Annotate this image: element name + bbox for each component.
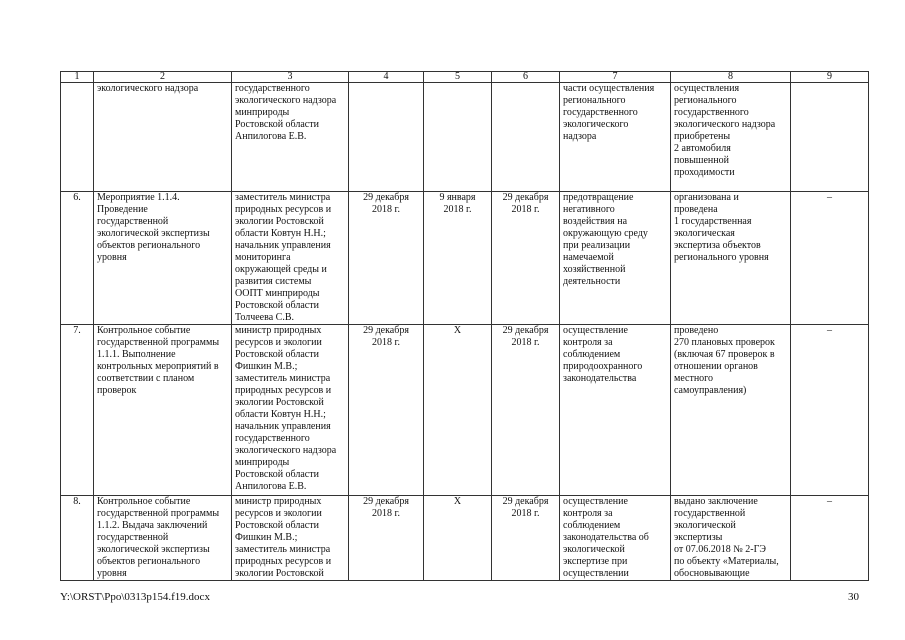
problems: – — [791, 496, 869, 581]
planned-date: 29 декабря 2018 г. — [349, 496, 424, 581]
responsible-person: заместитель министра природных ресурсов и экологии Ростовской области Ковтун Н.Н.; начальник управления мониторинга окружающей среды и развития системы ООПТ минприроды Ростовской области Толчеева С.В. — [232, 192, 349, 325]
row-number: 6. — [61, 192, 94, 325]
planned-date: 29 декабря 2018 г. — [349, 192, 424, 325]
row-number: 8. — [61, 496, 94, 581]
responsible-person: министр природных ресурсов и экологии Ростовской области Фишкин М.В.; заместитель министра природных ресурсов и экологии Ростовской области Ковтун Н.Н.; начальник управления государственного экологического надзора минприроды Ростовской области Анпилогова Е.В. — [232, 325, 349, 496]
event-name: Контрольное событие государственной программы 1.1.2. Выдача заключений государственной экологической экспертизы объектов регионального уровня — [94, 496, 232, 581]
problems — [791, 83, 869, 192]
actual-results: организована и проведена 1 государственная экологическая экспертиза объектов регионального уровня — [671, 192, 791, 325]
planned-results: предотвращение негативного воздействия на окружающую среду при реализации намечаемой хозяйственной деятельности — [560, 192, 671, 325]
col-number-1: 1 — [61, 72, 94, 83]
planned-results: осуществление контроля за соблюдением законодательства об экологической экспертизе при осуществлении — [560, 496, 671, 581]
responsible-person: министр природных ресурсов и экологии Ростовской области Фишкин М.В.; заместитель министра природных ресурсов и экологии Ростовской — [232, 496, 349, 581]
event-name: Контрольное событие государственной программы 1.1.1. Выполнение контрольных мероприятий в соответствии с планом проверок — [94, 325, 232, 496]
col-number-3: 3 — [232, 72, 349, 83]
table-row — [61, 192, 869, 325]
actual-start-date: X — [424, 496, 492, 581]
table-row — [61, 496, 869, 581]
col-number-2: 2 — [94, 72, 232, 83]
problems: – — [791, 325, 869, 496]
col-number-9: 9 — [791, 72, 869, 83]
actual-end-date: 29 декабря 2018 г. — [492, 496, 560, 581]
table-row — [61, 325, 869, 496]
responsible-person: государственного экологического надзора минприроды Ростовской области Анпилогова Е.В. — [232, 83, 349, 192]
footer-file-path: Y:\ORST\Ppo\0313p154.f19.docx — [60, 591, 210, 603]
table-row — [61, 83, 869, 192]
planned-date: 29 декабря 2018 г. — [349, 325, 424, 496]
event-name: экологического надзора — [94, 83, 232, 192]
report-table — [60, 71, 869, 581]
problems: – — [791, 192, 869, 325]
planned-date — [349, 83, 424, 192]
col-number-4: 4 — [349, 72, 424, 83]
col-number-6: 6 — [492, 72, 560, 83]
row-number — [61, 83, 94, 192]
actual-results: выдано заключение государственной экологической экспертизы от 07.06.2018 № 2-ГЭ по объекту «Материалы, обосновывающие — [671, 496, 791, 581]
actual-start-date: X — [424, 325, 492, 496]
planned-results: части осуществления регионального государственного экологического надзора — [560, 83, 671, 192]
actual-results: проведено 270 плановых проверок (включая 67 проверок в отношении органов местного самоуправления) — [671, 325, 791, 496]
actual-end-date — [492, 83, 560, 192]
column-number-row — [61, 72, 869, 83]
event-name: Мероприятие 1.1.4. Проведение государственной экологической экспертизы объектов регионального уровня — [94, 192, 232, 325]
actual-start-date — [424, 83, 492, 192]
actual-end-date: 29 декабря 2018 г. — [492, 325, 560, 496]
actual-start-date: 9 января 2018 г. — [424, 192, 492, 325]
row-number: 7. — [61, 325, 94, 496]
col-number-7: 7 — [560, 72, 671, 83]
planned-results: осуществление контроля за соблюдением природоохранного законодательства — [560, 325, 671, 496]
col-number-8: 8 — [671, 72, 791, 83]
actual-end-date: 29 декабря 2018 г. — [492, 192, 560, 325]
col-number-5: 5 — [424, 72, 492, 83]
actual-results: осуществления регионального государственного экологического надзора приобретены 2 автомобиля повышенной проходимости — [671, 83, 791, 192]
footer-page-number: 30 — [848, 591, 859, 603]
